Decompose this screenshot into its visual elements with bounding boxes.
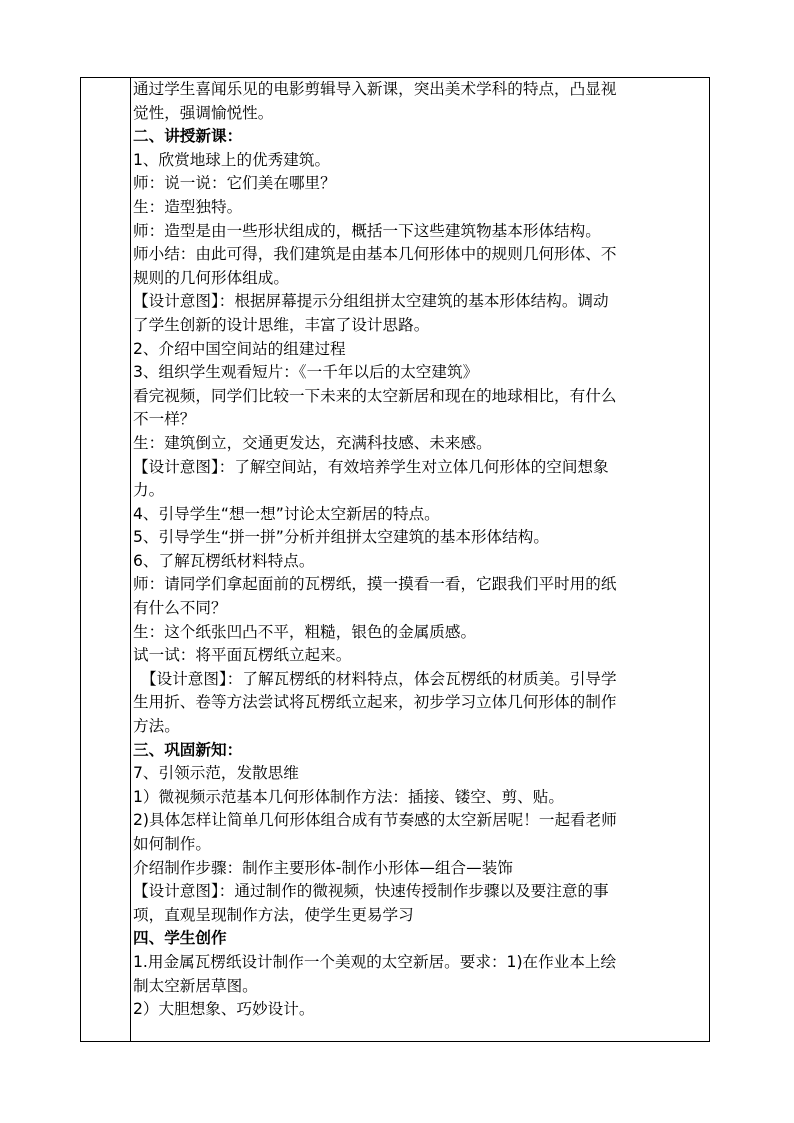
text-line: 3、组织学生观看短片：《一千年以后的太空建筑》 [133,363,479,382]
text-line: 1、欣赏地球上的优秀建筑。 [133,150,331,169]
text-line: 觉性，强调愉悦性。 [133,103,274,122]
text-line: 看完视频，同学们比较一下未来的太空新居和现在的地球相比，有什么 [133,386,617,405]
text-line: 方法。 [133,717,180,736]
text-line: 1）微视频示范基本几何形体制作方法：插接、镂空、剪、贴。 [133,787,564,806]
text-line: 1.用金属瓦楞纸设计制作一个美观的太空新居。要求：1)在作业本上绘 [133,952,617,971]
text-line: 7、引领示范，发散思维 [133,764,299,783]
text-line: 如何制作。 [133,835,211,853]
text-line: 6、了解瓦楞纸材料特点。 [133,551,315,570]
text-line: 2、介绍中国空间站的组建过程 [133,339,346,358]
text-line: 生：这个纸张凹凸不平，粗糙，银色的金属质感。 [133,622,477,641]
text-line: 规则的几何形体组成。 [133,268,289,287]
section-heading-teach: 二、讲授新课： [133,127,243,146]
text-line: 有什么不同？ [133,599,227,618]
text-line: 力。 [133,481,165,500]
text-line: 师小结：由此可得，我们建筑是由基本几何形体中的规则几何形体、不 [133,245,617,264]
section-heading-create: 四、学生创作 [133,929,227,948]
text-line: 师：说一说：它们美在哪里？ [133,174,336,193]
text-line: 介绍制作步骤：制作主要形体-制作小形体—组合—装饰 [133,858,513,877]
text-line: 2）大胆想象、巧妙设计。 [133,1000,315,1019]
text-line: 试一试：将平面瓦楞纸立起来。 [133,646,352,665]
text-line: 通过学生喜闻乐见的电影剪辑导入新课，突出美术学科的特点，凸显视 [133,80,617,98]
lesson-content [133,78,709,1041]
text-line: 制太空新居草图。 [133,976,258,995]
text-line: 5、引导学生“拼一拼”分析并组拼太空建筑的基本形体结构。 [133,528,549,547]
section-heading-consolidate: 三、巩固新知： [133,740,243,759]
text-line: 生：造型独特。 [133,197,243,216]
table-left-column [81,78,131,1041]
lesson-table [80,77,710,1042]
text-line: 师：造型是由一些形状组成的，概括一下这些建筑物基本形体结构。 [133,221,601,240]
design-intent-line: 【设计意图】：通过制作的微视频，快速传授制作步骤以及要注意的事 [133,882,609,901]
text-line: 生：建筑倒立，交通更发达，充满科技感、未来感。 [133,433,492,452]
design-intent-line: 【设计意图】：了解瓦楞纸的材料特点，体会瓦楞纸的材质美。引导学 [141,669,617,688]
design-intent-line: 【设计意图】：根据屏幕提示分组组拼太空建筑的基本形体结构。调动 [133,292,609,311]
design-intent-line: 【设计意图】：了解空间站，有效培养学生对立体几何形体的空间想象 [133,457,609,476]
text-line: 2)具体怎样让简单几何形体组合成有节奏感的太空新居呢！一起看老师 [133,811,617,830]
text-line: 了学生创新的设计思维，丰富了设计思路。 [133,315,430,334]
text-line: 4、引导学生“想一想”讨论太空新居的特点。 [133,504,440,523]
text-line: 生用折、卷等方法尝试将瓦楞纸立起来，初步学习立体几何形体的制作 [133,693,617,712]
text-line: 师：请同学们拿起面前的瓦楞纸，摸一摸看一看，它跟我们平时用的纸 [133,575,617,594]
text-line: 项，直观呈现制作方法，使学生更易学习 [133,905,414,924]
text-line: 不一样？ [133,410,196,429]
